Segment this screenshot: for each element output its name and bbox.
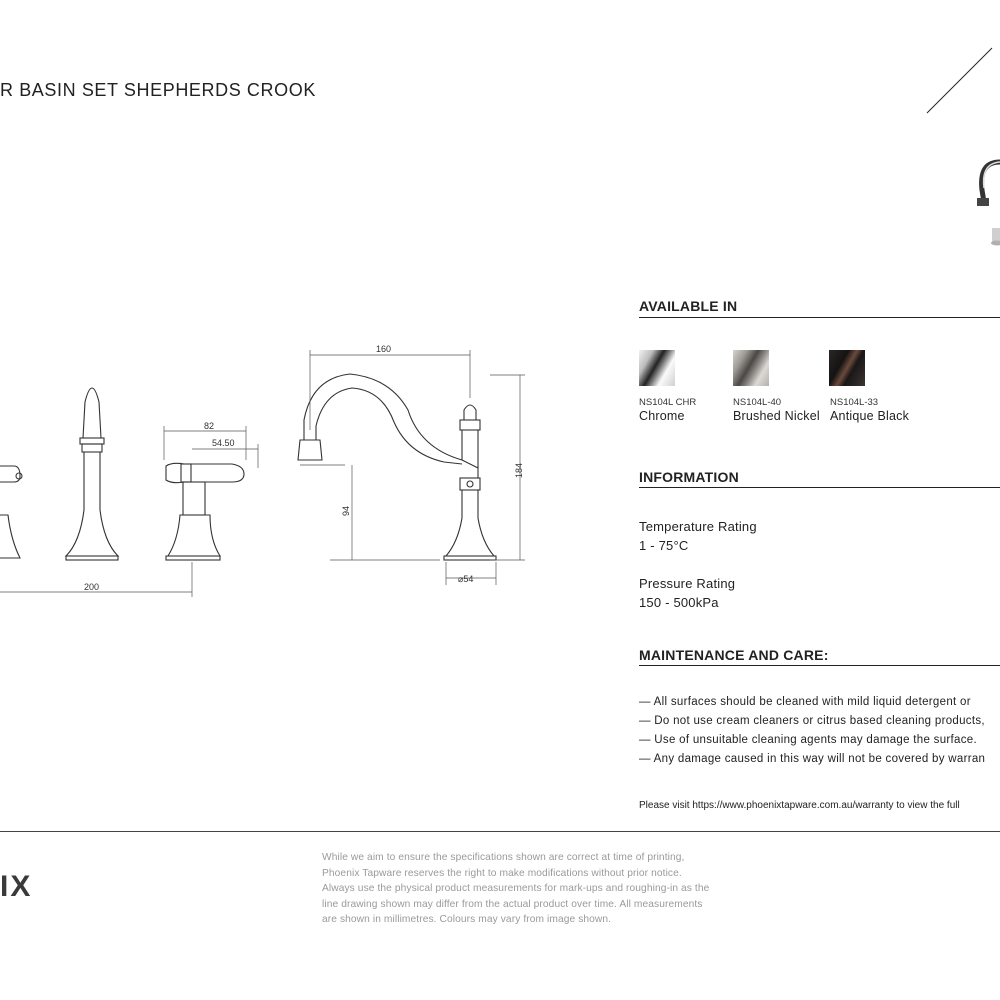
footer-divider xyxy=(0,831,1000,832)
info-label: Temperature Rating xyxy=(639,519,757,534)
dim-spread: 200 xyxy=(84,582,100,592)
disclaimer-line: are shown in millimetres. Colours may vary from image shown. xyxy=(322,914,612,925)
spout-side-view xyxy=(66,388,118,560)
care-item: — All surfaces should be cleaned with mild liquid detergent or xyxy=(639,696,971,708)
section-divider xyxy=(639,665,1000,666)
disclaimer-line: While we aim to ensure the specifications shown are correct at time of printing, xyxy=(322,852,685,863)
info-value: 1 - 75°C xyxy=(639,538,689,553)
dim-spout-width: 160 xyxy=(376,344,392,354)
care-item: — Any damage caused in this way will not be covered by warran xyxy=(639,753,986,765)
technical-drawing xyxy=(0,330,560,600)
maintenance-heading: MAINTENANCE AND CARE: xyxy=(639,647,829,663)
info-value: 150 - 500kPa xyxy=(639,595,719,610)
dim-total-height: 184 xyxy=(514,462,524,478)
disclaimer-line: line drawing shown may differ from the actual product over time. All measurements xyxy=(322,898,703,910)
disclaimer xyxy=(322,850,762,928)
product-thumbnail-image xyxy=(965,150,1000,260)
handle-front-view xyxy=(166,463,244,560)
care-item: — Do not use cream cleaners or citrus based cleaning products, xyxy=(639,715,985,727)
dim-handle-width: 82 xyxy=(204,421,215,431)
dim-handle-offset: 54.50 xyxy=(212,438,235,448)
dim-outlet-height: 94 xyxy=(341,505,351,516)
section-divider xyxy=(639,487,1000,488)
warranty-note: Please visit https://www.phoenixtapware.com.au/warranty to view the full xyxy=(639,800,960,811)
brand-logo: IX xyxy=(0,870,33,903)
page-title: R BASIN SET SHEPHERDS CROOK xyxy=(0,80,316,100)
available-in-heading: AVAILABLE IN xyxy=(639,298,738,314)
brushed-nickel-swatch-icon xyxy=(733,350,769,386)
disclaimer-line: Phoenix Tapware reserves the right to make modifications without prior notice. xyxy=(322,867,682,879)
spout-profile-view xyxy=(298,374,496,560)
finish-name: Chrome xyxy=(639,409,685,423)
finish-code: NS104L-33 xyxy=(830,397,879,408)
finish-code: NS104L CHR xyxy=(639,397,697,408)
finish-code: NS104L-40 xyxy=(733,397,782,408)
disclaimer-line: Always use the physical product measurements for mark-ups and roughing-in as the xyxy=(322,883,710,894)
care-item: — Use of unsuitable cleaning agents may damage the surface. xyxy=(639,734,977,746)
info-label: Pressure Rating xyxy=(639,576,736,591)
finish-name: Brushed Nickel xyxy=(733,409,820,423)
dim-base-diameter: ⌀54 xyxy=(458,574,474,584)
antique-black-swatch-icon xyxy=(829,350,865,386)
chrome-swatch-icon xyxy=(639,350,675,386)
section-divider xyxy=(639,317,1000,318)
care-list xyxy=(639,696,985,772)
information-heading: INFORMATION xyxy=(639,469,739,485)
decorative-diagonal-line xyxy=(920,40,1000,120)
left-handle-partial xyxy=(0,466,22,558)
finish-name: Antique Black xyxy=(830,409,910,423)
